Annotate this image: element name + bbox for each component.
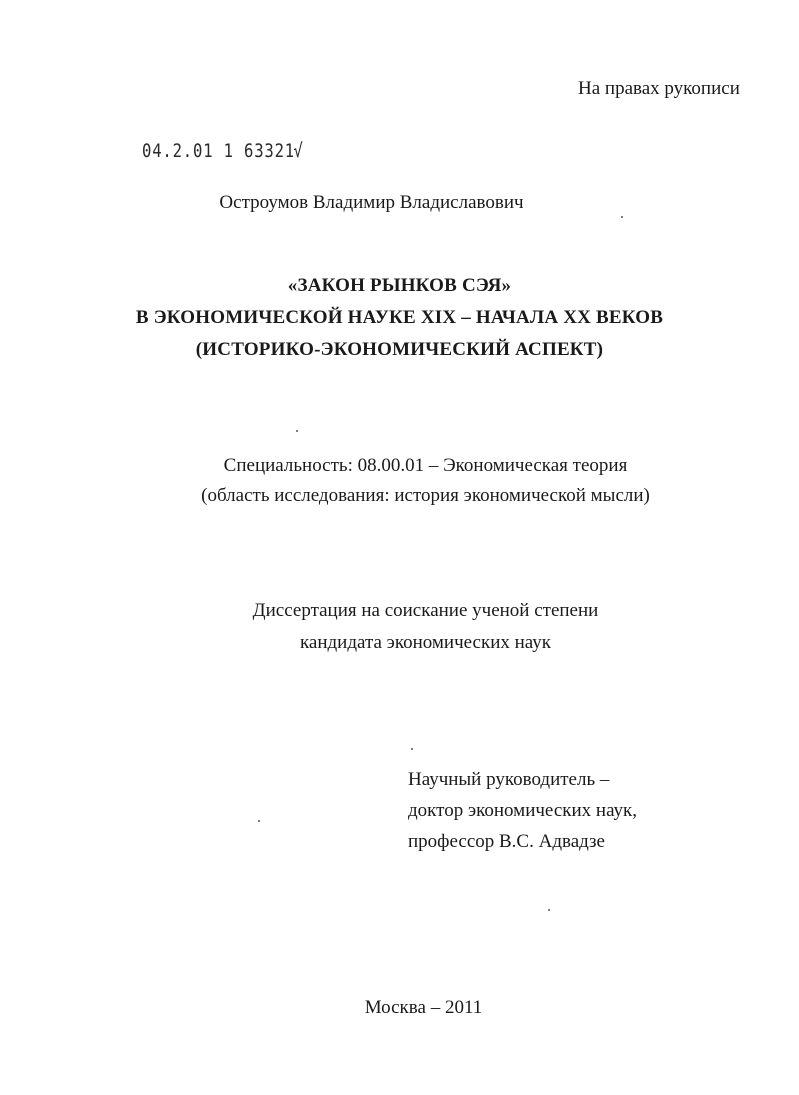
- scan-speck: [258, 820, 260, 822]
- supervisor-line-3: профессор В.С. Адвадзе: [408, 831, 605, 852]
- degree-line-2: кандидата экономических наук: [299, 632, 552, 653]
- supervisor-line-1: Научный руководитель –: [408, 769, 610, 790]
- check-mark-icon: √: [293, 140, 304, 162]
- archive-stamp-code: 04.2.01 1 63321: [142, 140, 296, 162]
- scan-speck: [621, 216, 623, 218]
- degree-line-1: Диссертация на соискание ученой степени: [252, 600, 599, 621]
- title-line-1: «ЗАКОН РЫНКОВ СЭЯ»: [287, 275, 512, 296]
- archive-stamp: [142, 140, 304, 162]
- author-name: Остроумов Владимир Владиславович: [219, 192, 524, 213]
- scan-speck: [411, 748, 413, 750]
- rights-note: На правах рукописи: [578, 78, 740, 99]
- place-year: Москва – 2011: [364, 997, 483, 1018]
- scan-speck: [548, 909, 550, 911]
- scan-speck: [296, 430, 298, 432]
- specialty-line-1: Специальность: 08.00.01 – Экономическая теория: [223, 455, 628, 476]
- title-line-2: В ЭКОНОМИЧЕСКОЙ НАУКЕ XIX – НАЧАЛА XX ВЕКОВ: [135, 307, 664, 328]
- title-line-3: (ИСТОРИКО-ЭКОНОМИЧЕСКИЙ АСПЕКТ): [195, 339, 604, 360]
- supervisor-line-2: доктор экономических наук,: [408, 800, 638, 821]
- specialty-line-2: (область исследования: история экономической мысли): [201, 485, 650, 506]
